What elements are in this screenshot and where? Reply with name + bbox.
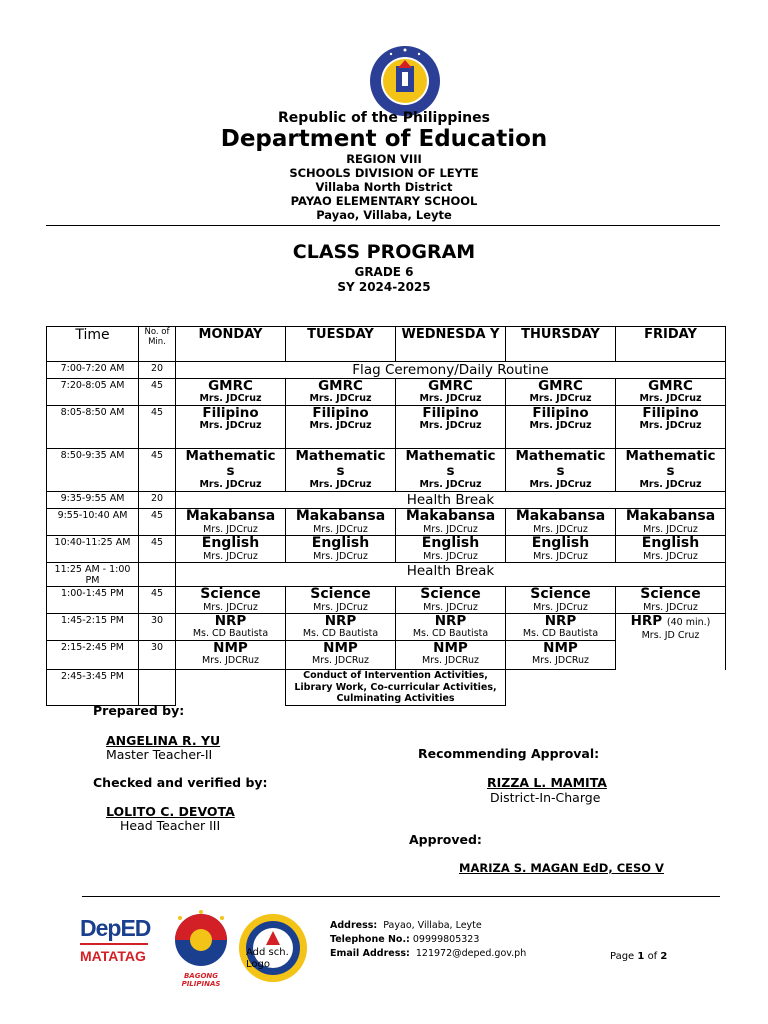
teacher-label: Mrs. JDCruz (643, 524, 698, 535)
subject-label: Science (530, 586, 591, 602)
teacher-label: Mrs. JDCruz (529, 420, 592, 431)
subject-label: GMRC (428, 378, 473, 394)
minutes-cell (139, 670, 176, 706)
subject-label: Makabansa (185, 508, 276, 524)
republic-heading: Republic of the Philippines (278, 110, 490, 126)
teacher-label: Mrs. JDCruz (423, 524, 478, 535)
subject-label: Filipino (422, 405, 479, 421)
school-year-label: SY 2024-2025 (337, 280, 431, 294)
table-row (47, 563, 726, 587)
table-row (47, 670, 726, 706)
time-cell: 2:15-2:45 PM (47, 641, 139, 670)
subject-label: NRP (214, 613, 247, 629)
header-thursday: THURSDAY (506, 327, 616, 362)
subject-label: Science (640, 586, 701, 602)
teacher-label: Mrs. JDCruz (529, 479, 592, 490)
teacher-label: Ms. CD Bautista (412, 628, 489, 639)
checked-by-label: Checked and verified by: (93, 775, 268, 790)
minutes-cell: 20 (139, 492, 176, 509)
header-time: Time (47, 327, 139, 362)
teacher-label: Mrs. JDCRuz (201, 655, 260, 666)
department-heading: Department of Education (220, 126, 548, 152)
matatag-logo-text: MATATAG (80, 948, 146, 964)
minutes-cell: 45 (139, 509, 176, 536)
teacher-label: Mrs. JDCruz (313, 524, 368, 535)
table-row (47, 362, 726, 379)
time-cell: 2:45-3:45 PM (47, 670, 139, 706)
subject-label: English (641, 535, 700, 551)
teacher-label: Mrs. JDCruz (309, 479, 372, 490)
subject-label: Mathematic s (185, 448, 276, 479)
teacher-label: Mrs. JDCruz (199, 479, 262, 490)
school-logo (238, 913, 308, 983)
school-logo-placeholder: Add sch. Logo (246, 947, 289, 970)
teacher-label: Mrs. JDCruz (203, 602, 258, 613)
subject-label: Makabansa (295, 508, 386, 524)
subject-label: NMP (213, 640, 248, 656)
teacher-label: Ms. CD Bautista (302, 628, 379, 639)
school-address-label: Payao, Villaba, Leyte (316, 208, 452, 222)
friday-hrp-label: HRP (40 min.) (630, 613, 711, 629)
subject-label: Science (420, 586, 481, 602)
minutes-cell: 30 (139, 614, 176, 641)
table-row (47, 492, 726, 509)
teacher-label: Mrs. JDCruz (203, 551, 258, 562)
footer-address: Address: Payao, Villaba, Leyte (330, 920, 482, 931)
teacher-label: Mrs. JDCruz (203, 524, 258, 535)
subject-label: GMRC (648, 378, 693, 394)
table-header-row (47, 327, 726, 362)
subject-label: NRP (324, 613, 357, 629)
teacher-label: Mrs. JDCruz (533, 602, 588, 613)
teacher-label: Mrs. JDCRuz (311, 655, 370, 666)
time-cell: 8:50-9:35 AM (47, 449, 139, 492)
district-label: Villaba North District (315, 180, 453, 194)
lunch-break-cell: Health Break (176, 563, 726, 587)
time-cell: 9:55-10:40 AM (47, 509, 139, 536)
table-row (47, 449, 726, 492)
subject-label: Science (310, 586, 371, 602)
flag-ceremony-cell: Flag Ceremony/Daily Routine (176, 362, 726, 379)
minutes-cell: 45 (139, 406, 176, 449)
table-row (47, 379, 726, 406)
teacher-label: Mrs. JDCruz (643, 551, 698, 562)
division-label: SCHOOLS DIVISION OF LEYTE (289, 166, 479, 180)
minutes-cell: 20 (139, 362, 176, 379)
table-row (47, 614, 726, 641)
teacher-label: Mrs. JDCruz (529, 393, 592, 404)
conduct-activities-cell: Conduct of Intervention Activities, Library Work, Co-curricular Activities, Culminating Activities (286, 670, 506, 706)
subject-label: Filipino (642, 405, 699, 421)
checked-by-name: LOLITO C. DEVOTA (106, 804, 235, 819)
deped-matatag-logo (80, 915, 152, 977)
minutes-cell: 30 (139, 641, 176, 670)
subject-label: NRP (544, 613, 577, 629)
subject-label: GMRC (538, 378, 583, 394)
header-tuesday: TUESDAY (286, 327, 396, 362)
teacher-label: Mrs. JDCruz (199, 393, 262, 404)
recommending-approval-label: Recommending Approval: (418, 746, 600, 761)
teacher-label: Ms. CD Bautista (192, 628, 269, 639)
teacher-label: Mrs. JDCruz (533, 524, 588, 535)
minutes-cell (139, 563, 176, 587)
table-row (47, 536, 726, 563)
subject-label: Science (200, 586, 261, 602)
time-cell: 8:05-8:50 AM (47, 406, 139, 449)
grade-label: GRADE 6 (354, 265, 414, 279)
subject-label: Mathematic s (405, 448, 496, 479)
table-row (47, 406, 726, 449)
hrp-duration-note: (40 min.) (666, 617, 711, 628)
region-label: REGION VIII (346, 152, 422, 166)
health-break-cell: Health Break (176, 492, 726, 509)
time-cell: 1:00-1:45 PM (47, 587, 139, 614)
class-schedule-table (46, 326, 726, 706)
time-cell: 7:00-7:20 AM (47, 362, 139, 379)
header-friday: FRIDAY (616, 327, 726, 362)
header-wednesday: WEDNESDA Y (396, 327, 506, 362)
teacher-label: Mrs. JDCruz (423, 551, 478, 562)
subject-label: NRP (434, 613, 467, 629)
time-cell: 11:25 AM - 1:00 PM (47, 563, 139, 587)
minutes-cell: 45 (139, 449, 176, 492)
school-label: PAYAO ELEMENTARY SCHOOL (290, 194, 478, 208)
subject-label: NMP (323, 640, 358, 656)
subject-label: Mathematic s (515, 448, 606, 479)
recommending-title: District-In-Charge (490, 790, 601, 805)
teacher-label: Mrs. JDCruz (423, 602, 478, 613)
teacher-label: Mrs. JD Cruz (641, 630, 700, 641)
checked-by-title: Head Teacher III (120, 818, 221, 833)
page-title: CLASS PROGRAM (292, 241, 476, 263)
prepared-by-title: Master Teacher-II (106, 747, 213, 762)
prepared-by-name: ANGELINA R. YU (106, 733, 221, 748)
prepared-by-label: Prepared by: (93, 703, 185, 718)
subject-label: Makabansa (405, 508, 496, 524)
teacher-label: Mrs. JDCRuz (421, 655, 480, 666)
subject-label: NMP (433, 640, 468, 656)
page-number: Page 1 of 2 (610, 951, 668, 962)
table-row (47, 587, 726, 614)
teacher-label: Mrs. JDCruz (419, 420, 482, 431)
subject-label: Filipino (532, 405, 589, 421)
minutes-cell: 45 (139, 587, 176, 614)
teacher-label: Mrs. JDCruz (533, 551, 588, 562)
header-monday: MONDAY (176, 327, 286, 362)
deped-logo-text: DepED (80, 915, 151, 941)
minutes-cell: 45 (139, 536, 176, 563)
teacher-label: Mrs. JDCruz (313, 551, 368, 562)
teacher-label: Mrs. JDCruz (639, 479, 702, 490)
teacher-label: Mrs. JDCRuz (531, 655, 590, 666)
time-cell: 7:20-8:05 AM (47, 379, 139, 406)
approved-name: MARIZA S. MAGAN EdD, CESO V (459, 861, 664, 875)
subject-label: Mathematic s (295, 448, 386, 479)
teacher-label: Mrs. JDCruz (309, 393, 372, 404)
subject-label: NMP (543, 640, 578, 656)
recommending-name: RIZZA L. MAMITA (487, 775, 607, 790)
teacher-label: Mrs. JDCruz (313, 602, 368, 613)
minutes-cell: 45 (139, 379, 176, 406)
teacher-label: Mrs. JDCruz (199, 420, 262, 431)
footer-divider (82, 896, 720, 897)
subject-label: English (201, 535, 260, 551)
footer-email: Email Address: 121972@deped.gov.ph (330, 948, 527, 959)
subject-label: GMRC (208, 378, 253, 394)
teacher-label: Mrs. JDCruz (639, 420, 702, 431)
approved-label: Approved: (409, 832, 482, 847)
teacher-label: Mrs. JDCruz (419, 479, 482, 490)
subject-label: Filipino (202, 405, 259, 421)
teacher-label: Mrs. JDCruz (639, 393, 702, 404)
subject-label: Makabansa (515, 508, 606, 524)
teacher-label: Mrs. JDCruz (419, 393, 482, 404)
time-cell: 9:35-9:55 AM (47, 492, 139, 509)
subject-label: GMRC (318, 378, 363, 394)
header-divider (46, 225, 720, 226)
deped-seal-icon (368, 44, 442, 118)
subject-label: Makabansa (625, 508, 716, 524)
subject-label: Mathematic s (625, 448, 716, 479)
teacher-label: Ms. CD Bautista (522, 628, 599, 639)
time-cell: 10:40-11:25 AM (47, 536, 139, 563)
footer-telephone: Telephone No.: 09999805323 (330, 934, 480, 945)
time-cell: 1:45-2:15 PM (47, 614, 139, 641)
subject-label: Filipino (312, 405, 369, 421)
teacher-label: Mrs. JDCruz (309, 420, 372, 431)
table-row (47, 509, 726, 536)
subject-label: English (421, 535, 480, 551)
subject-label: English (311, 535, 370, 551)
subject-label: English (531, 535, 590, 551)
header-minutes: No. of Min. (139, 327, 176, 362)
bagong-pilipinas-logo (164, 910, 238, 988)
bagong-pilipinas-text: BAGONG PILIPINAS (181, 972, 221, 988)
teacher-label: Mrs. JDCruz (643, 602, 698, 613)
